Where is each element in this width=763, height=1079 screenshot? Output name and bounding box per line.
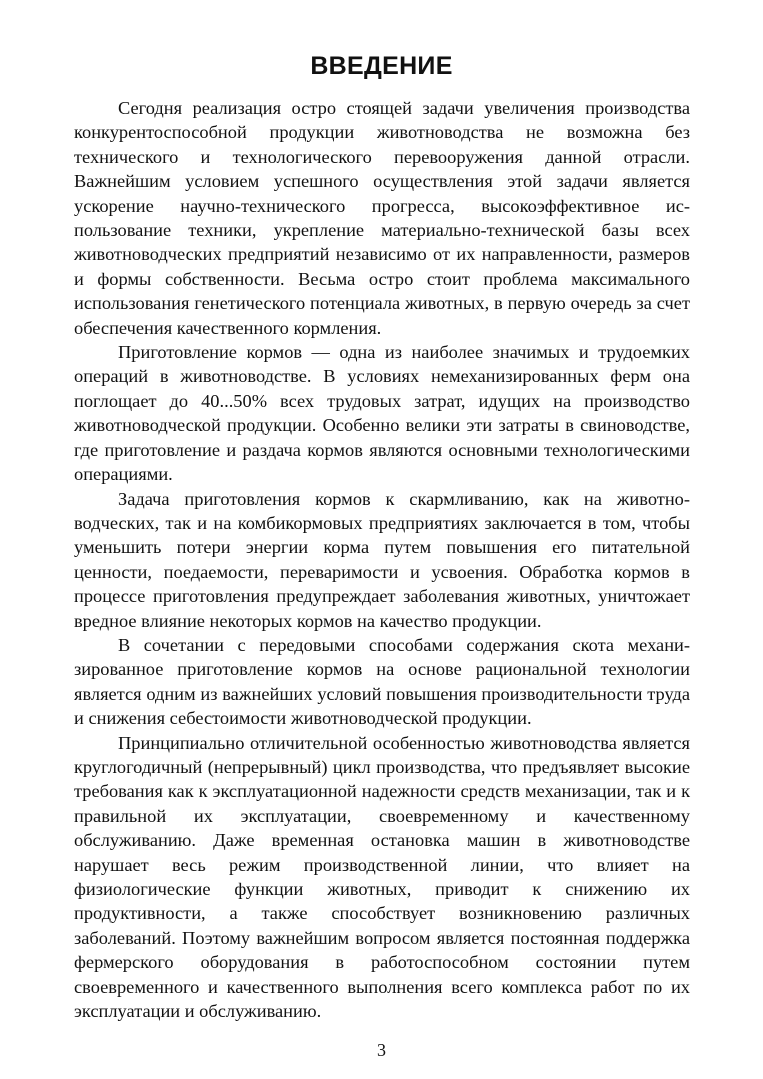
paragraph: Задача приготовления кормов к скармливанию, как на животноводческих, так и на комбикормовых предприятиях заключается в том, чтобы уменьшить потери энергии корма путем повышения его питательной ценности, поедаемости, переваримости и усвоения. Обработка кормов в процессе приготовления предупреждает заболевания животных, уничтожает вредное влияние некоторых кормов на качество продукции.: [74, 488, 690, 631]
paragraph: Приготовление кормов — одна из наиболее значимых и трудоемких операций в животноводстве. В условиях немеханизированных ферм она поглощает до 40...50% всех трудовых затрат, идущих на производство животноводческой продукции. Особенно велики эти затраты в свиноводстве, где приготовление и раздача кормов являются основными технологическими операциями.: [74, 342, 690, 485]
page-number: 3: [377, 1040, 386, 1060]
page-title: ВВЕДЕНИЕ: [310, 52, 453, 80]
paragraph: В сочетании с передовыми способами содержания скота механизированное приготовление кормов на основе рациональной технологии является одним из важнейших условий повышения производительности труда и снижения себестоимости животноводческой продукции.: [74, 634, 690, 729]
paragraph: Сегодня реализация остро стоящей задачи увеличения производства конкурентоспособной продукции животноводства не возможна без технического и технологического перевооружения данной отрасли. Важнейшим условием успешного осуществления этой задачи является ускорение научно-технического прогресса, высокоэффективное использование техники, укрепление материально-технической базы всех животноводческих предприятий независимо от их направленности, размеров и формы собственности. Весьма остро стоит проблема максимального использования генетического потенциала животных, в первую очередь за счет обеспечения качественного кормления.: [74, 98, 690, 338]
paragraph: Принципиально отличительной особенностью животноводства является круглогодичный (непрерывный) цикл производства, что предъявляет высокие требования как к эксплуатационной надежности средств механизации, так и к правильной их эксплуатации, своевременному и качественному обслуживанию. Даже временная остановка машин в животноводстве нарушает весь режим производственной линии, что влияет на физиологические функции животных, приводит к снижению их продуктивности, а также способствует возникновению различных заболеваний. Поэтому важнейшим вопросом является постоянная поддержка фермерского оборудования в работоспособном состоянии путем своевременного и качественного выполнения всего комплекса работ по их эксплуатации и обслуживанию.: [74, 732, 690, 1022]
body-text: [74, 96, 690, 1023]
